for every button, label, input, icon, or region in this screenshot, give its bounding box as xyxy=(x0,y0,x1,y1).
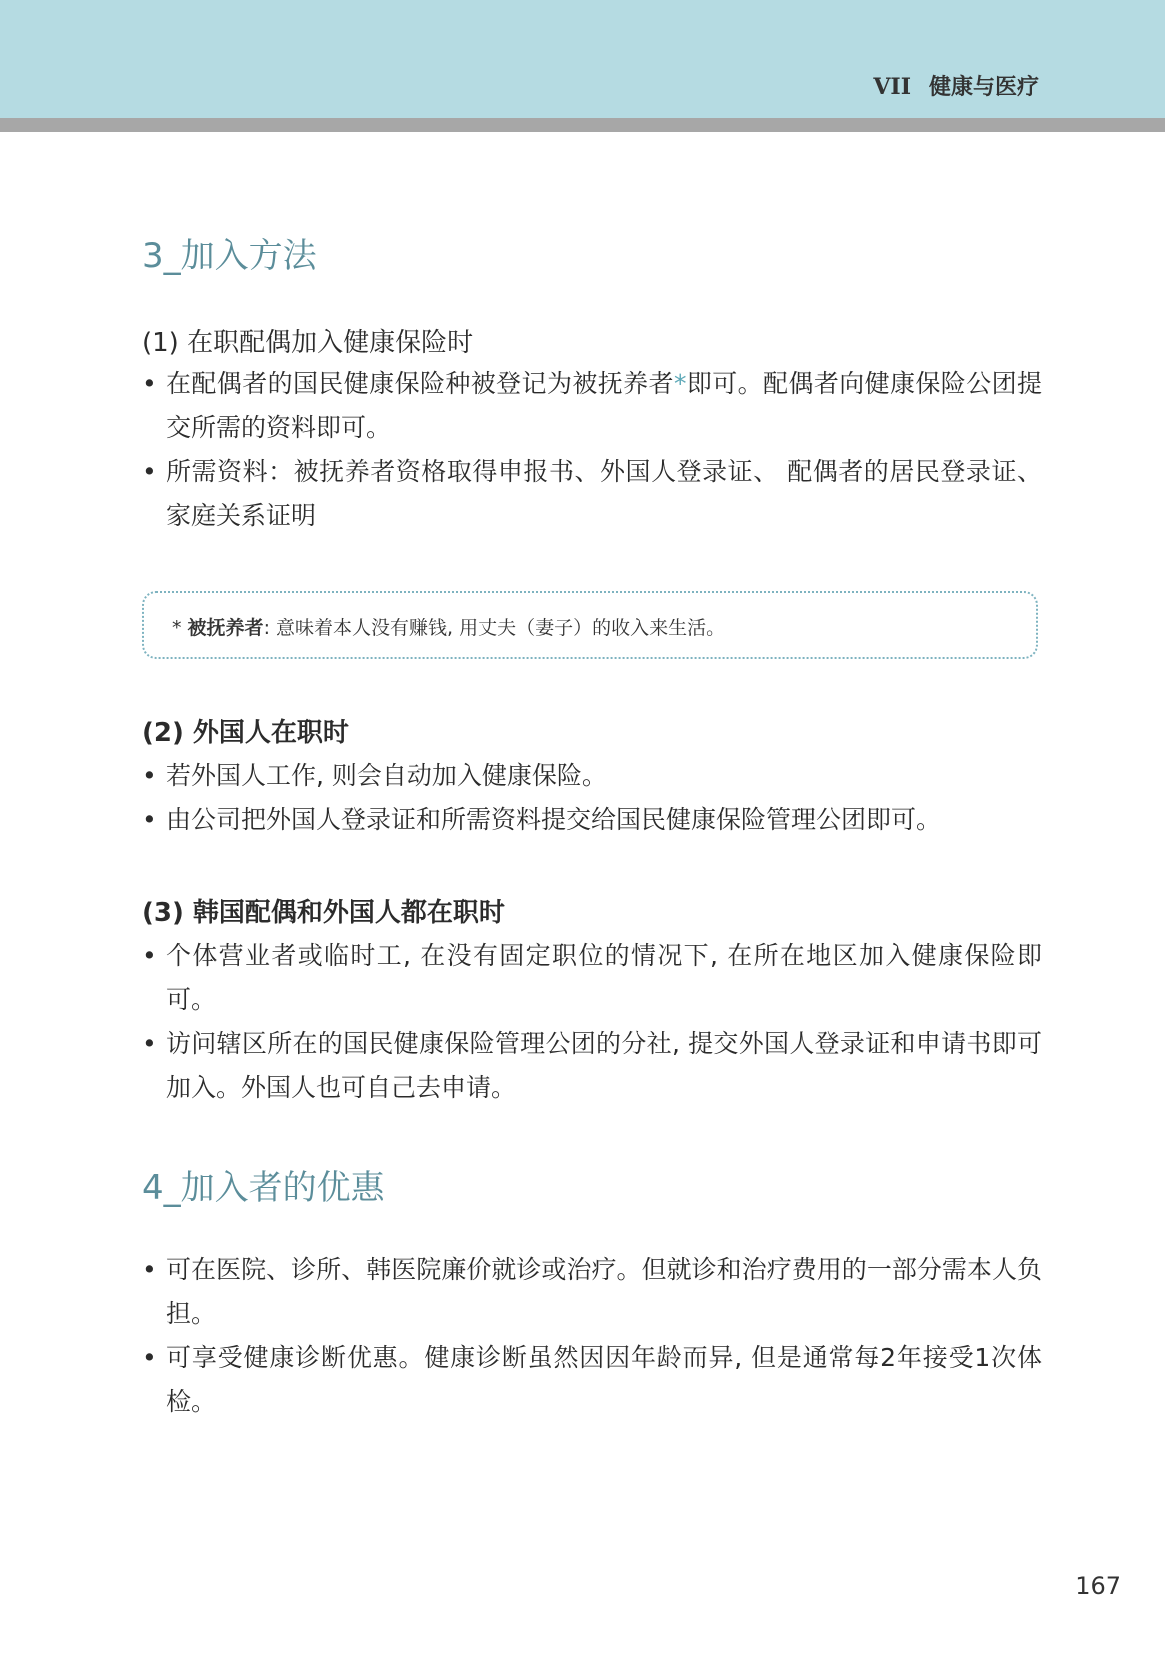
list-item: • 个体营业者或临时工, 在没有固定职位的情况下, 在所在地区加入健康保险即可。 xyxy=(142,934,1042,1022)
page-number: 167 xyxy=(1075,1572,1121,1600)
subsection-3-heading: (3) 韩国配偶和外国人都在职时 xyxy=(142,898,505,928)
footnote-term: 被抚养者 xyxy=(187,617,264,639)
bullet-dot: • xyxy=(142,1029,157,1058)
list-item: • 可在医院、诊所、韩医院廉价就诊或治疗。但就诊和治疗费用的一部分需本人负担。 xyxy=(142,1248,1042,1336)
list-item: • 若外国人工作, 则会自动加入健康保险。 xyxy=(142,754,1042,798)
list-item: • 所需资料：被抚养者资格取得申报书、外国人登录证、 配偶者的居民登录证、 家庭关系证明 xyxy=(142,450,1042,538)
subsection-1-heading: (1) 在职配偶加入健康保险时 xyxy=(142,328,474,358)
chapter-roman: VII xyxy=(873,74,911,100)
footnote-box xyxy=(142,591,1038,659)
footnote-text xyxy=(172,613,725,640)
section-4-title: 4_加入者的优惠 xyxy=(142,1168,385,1208)
footnote-definition: : 意味着本人没有赚钱, 用丈夫（妻子）的收入来生活。 xyxy=(263,617,726,639)
subsection-2-heading: (2) 外国人在职时 xyxy=(142,718,349,748)
list-item: • 访问辖区所在的国民健康保险管理公团的分社, 提交外国人登录证和申请书即可加入。外国人也可自己去申请。 xyxy=(142,1022,1042,1110)
list-item: • 在配偶者的国民健康保险种被登记为被抚养者*即可。配偶者向健康保险公团提交所需的资料即可。 xyxy=(142,362,1042,450)
header-rule xyxy=(0,118,1165,132)
bullet-dot: • xyxy=(142,457,157,486)
section-3-title: 3_加入方法 xyxy=(142,236,317,276)
list-item: • 可享受健康诊断优惠。健康诊断虽然因因年龄而异, 但是通常每2年接受1次体检。 xyxy=(142,1336,1042,1424)
asterisk-mark: * xyxy=(673,369,687,398)
bullet-dot: • xyxy=(142,1255,157,1284)
chapter-title: 健康与医疗 xyxy=(928,75,1039,100)
bullet-dot: • xyxy=(142,369,157,398)
bullet-dot: • xyxy=(142,1343,157,1372)
bullet-dot: • xyxy=(142,761,157,790)
footnote-marker: * xyxy=(172,617,182,639)
list-item: • 由公司把外国人登录证和所需资料提交给国民健康保险管理公团即可。 xyxy=(142,798,1042,842)
bullet-dot: • xyxy=(142,805,157,834)
chapter-label xyxy=(873,70,1039,101)
bullet-dot: • xyxy=(142,941,157,970)
